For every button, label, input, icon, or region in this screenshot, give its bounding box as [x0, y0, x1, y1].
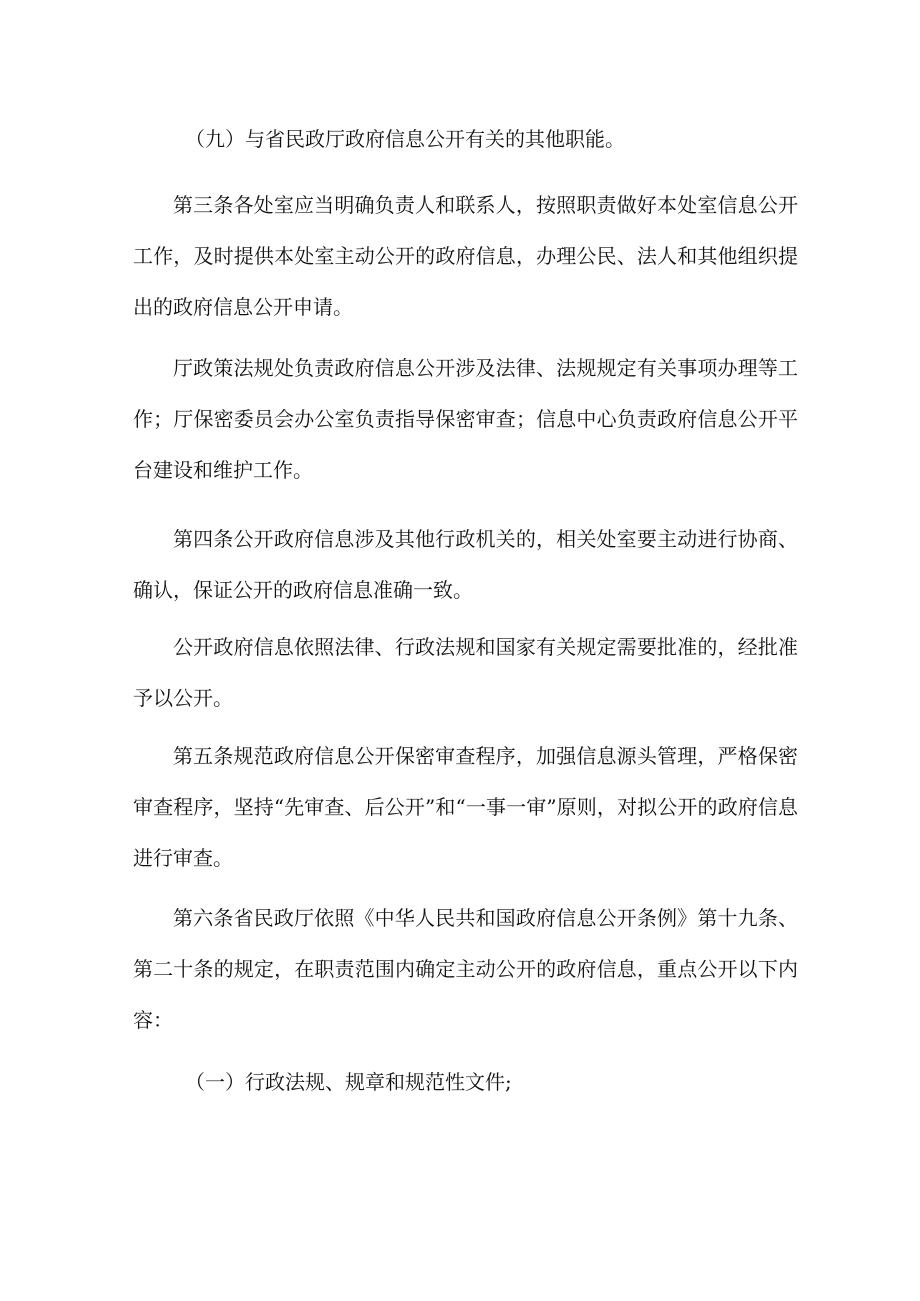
paragraph-article-three: 第三条各处室应当明确负责人和联系人，按照职责做好本处室信息公开工作，及时提供本处室主动公开的政府信息，办理公民、法人和其他组织提出的政府信息公开申请。: [133, 193, 798, 319]
paragraph-item-one: （一）行政法规、规章和规范性文件;: [185, 1070, 512, 1094]
paragraph-article-six: 第六条省民政厅依照《中华人民共和国政府信息公开条例》第十九条、第二十条的规定，在职责范围内确定主动公开的政府信息，重点公开以下内容：: [133, 906, 798, 1032]
paragraph-approval: 公开政府信息依照法律、行政法规和国家有关规定需要批准的，经批准予以公开。: [133, 635, 798, 710]
paragraph-article-five: 第五条规范政府信息公开保密审查程序，加强信息源头管理，严格保密审查程序，坚持“先审查、后公开”和“一事一审”原则，对拟公开的政府信息进行审查。: [133, 744, 798, 870]
paragraph-item-nine: （九）与省民政厅政府信息公开有关的其他职能。: [185, 127, 625, 151]
paragraph-policy-office: 厅政策法规处负责政府信息公开涉及法律、法规规定有关事项办理等工作；厅保密委员会办公室负责指导保密审查；信息中心负责政府信息公开平台建设和维护工作。: [133, 356, 798, 482]
paragraph-article-four: 第四条公开政府信息涉及其他行政机关的，相关处室要主动进行协商、确认，保证公开的政府信息准确一致。: [133, 527, 798, 602]
